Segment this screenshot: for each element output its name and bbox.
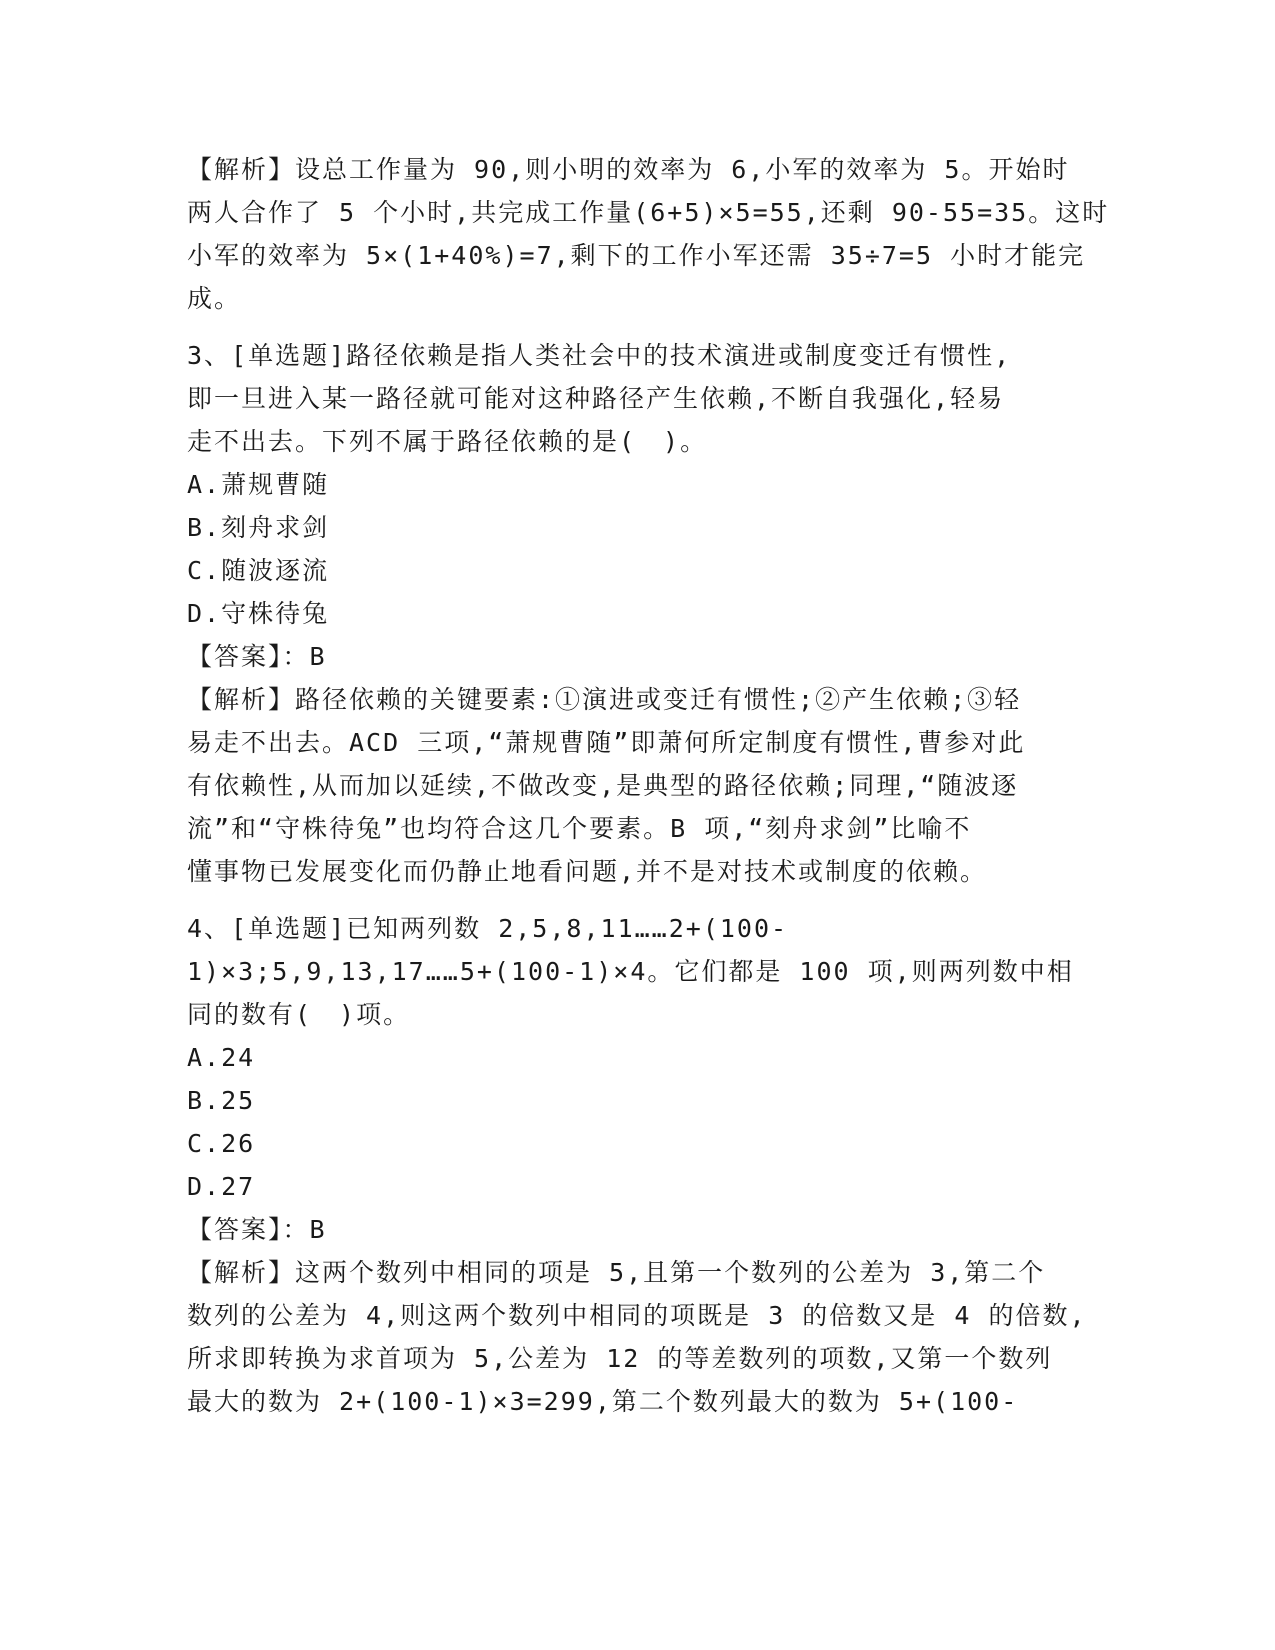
stem-line: 同的数有( )项。 (187, 1000, 411, 1029)
question-stem (187, 334, 1077, 463)
stem-line: 4、[单选题]已知两列数 2,5,8,11……2+(100- (187, 914, 789, 943)
option-b: B.刻舟求剑 (187, 513, 330, 542)
stem-line: 1)×3;5,9,13,17……5+(100-1)×4。它们都是 100 项,则两列数中相 (187, 957, 1074, 986)
option-c: C.随波逐流 (187, 556, 330, 585)
analysis-line: 【解析】路径依赖的关键要素:①演进或变迁有惯性;②产生依赖;③轻 (187, 685, 1022, 714)
question-options (187, 463, 1077, 635)
document-body (187, 148, 1110, 1423)
analysis-line: 最大的数为 2+(100-1)×3=299,第二个数列最大的数为 5+(100- (187, 1387, 1019, 1416)
option-d: D.27 (187, 1172, 256, 1201)
analysis-line: 易走不出去。ACD 三项,“萧规曹随”即萧何所定制度有惯性,曹参对此 (187, 728, 1026, 757)
option-a: A.24 (187, 1043, 256, 1072)
analysis-line: 小军的效率为 5×(1+40%)=7,剩下的工作小军还需 35÷7=5 小时才能完 (187, 241, 1086, 270)
question-stem (187, 907, 1077, 1036)
question-analysis (187, 1251, 1087, 1423)
analysis-line: 【解析】设总工作量为 90,则小明的效率为 6,小军的效率为 5。开始时 (187, 155, 1070, 184)
analysis-line: 所求即转换为求首项为 5,公差为 12 的等差数列的项数,又第一个数列 (187, 1344, 1053, 1373)
answer-line: 【答案】：B (187, 1215, 327, 1244)
question-3 (187, 334, 1077, 893)
question-4 (187, 907, 1087, 1423)
stem-line: 走不出去。下列不属于路径依赖的是( )。 (187, 427, 708, 456)
answer-line: 【答案】：B (187, 642, 327, 671)
option-c: C.26 (187, 1129, 256, 1158)
stem-line: 3、[单选题]路径依赖是指人类社会中的技术演进或制度变迁有惯性, (187, 341, 1012, 370)
stem-line: 即一旦进入某一路径就可能对这种路径产生依赖,不断自我强化,轻易 (187, 384, 1005, 413)
question-options (187, 1036, 1077, 1208)
option-b: B.25 (187, 1086, 256, 1115)
analysis-line: 两人合作了 5 个小时,共完成工作量(6+5)×5=55,还剩 90-55=35。这时 (187, 198, 1110, 227)
analysis-line: 流”和“守株待兔”也均符合这几个要素。B 项,“刻舟求剑”比喻不 (187, 814, 972, 843)
analysis-line: 数列的公差为 4,则这两个数列中相同的项既是 3 的倍数又是 4 的倍数, (187, 1301, 1087, 1330)
question-analysis (187, 678, 1077, 893)
prev-analysis (187, 148, 1110, 320)
option-d: D.守株待兔 (187, 599, 330, 628)
option-a: A.萧规曹随 (187, 470, 330, 499)
analysis-line: 成。 (187, 284, 242, 313)
analysis-line: 有依赖性,从而加以延续,不做改变,是典型的路径依赖;同理,“随波逐 (187, 771, 1019, 800)
analysis-line: 【解析】这两个数列中相同的项是 5,且第一个数列的公差为 3,第二个 (187, 1258, 1046, 1287)
analysis-line: 懂事物已发展变化而仍静止地看问题,并不是对技术或制度的依赖。 (187, 857, 988, 886)
